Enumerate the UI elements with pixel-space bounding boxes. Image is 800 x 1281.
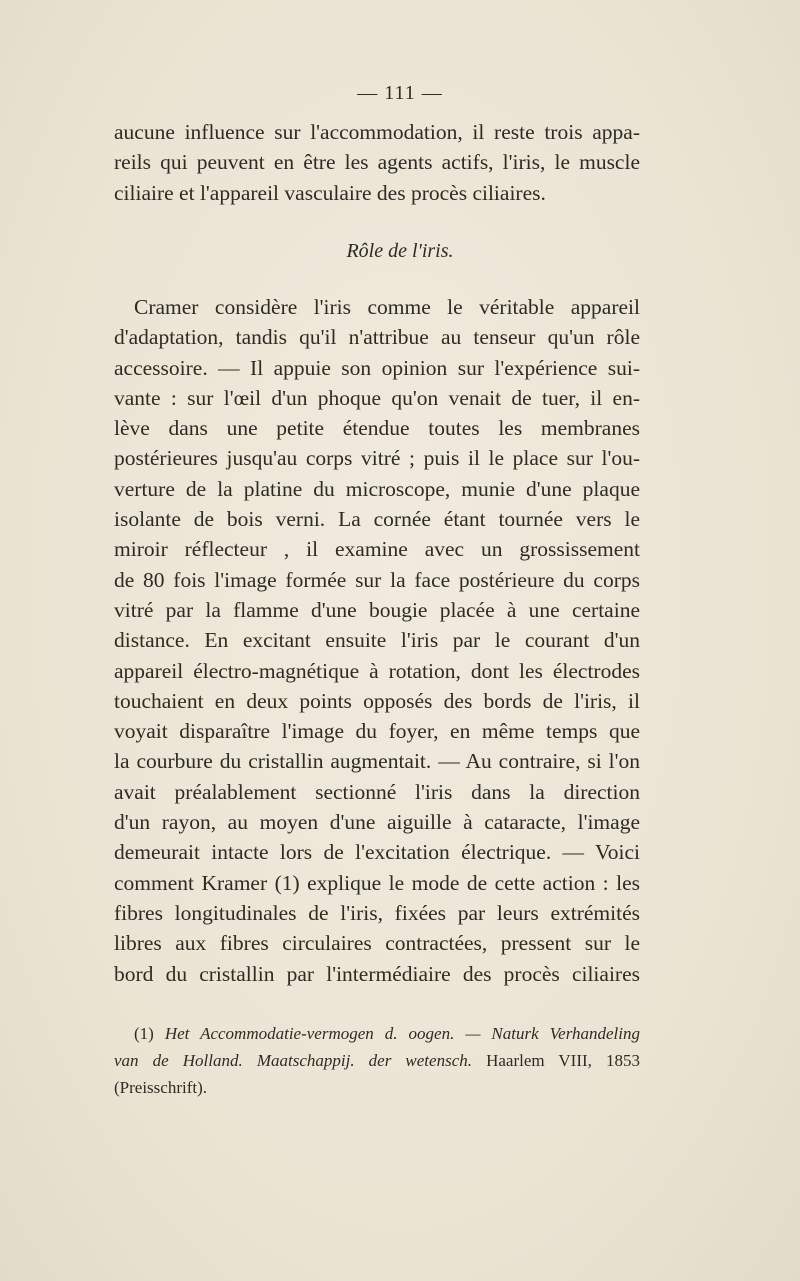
text-line: d'adaptation, tandis qu'il n'attribue au tenseur qu'un rôle bbox=[114, 325, 640, 350]
main-paragraph bbox=[114, 292, 640, 989]
text-line: bord du cristallin par l'intermédiaire des procès ciliaires bbox=[114, 961, 640, 986]
section-heading: Rôle de l'iris. bbox=[346, 240, 454, 262]
text-line: verture de la platine du microscope, munie d'une plaque bbox=[114, 476, 640, 501]
text-line: accessoire. — Il appuie son opinion sur l'expérience sui- bbox=[114, 355, 640, 380]
footnote-title: Het Accommodatie-vermogen d. oogen. — Naturk Verhandeling bbox=[164, 1024, 640, 1043]
text-line: voyait disparaître l'image du foyer, en même temps que bbox=[114, 719, 640, 744]
footnote-marker: (1) bbox=[134, 1024, 154, 1043]
page-number: — 111 — bbox=[357, 82, 443, 104]
footnote-line bbox=[114, 1020, 640, 1047]
text-line: appareil électro-magnétique à rotation, dont les électrodes bbox=[114, 658, 640, 683]
footnote bbox=[114, 1020, 640, 1101]
text-line: miroir réflecteur , il examine avec un grossissement bbox=[114, 537, 640, 562]
text-line: comment Kramer (1) explique le mode de cette action : les bbox=[114, 870, 640, 895]
text-line: reils qui peuvent en être les agents actifs, l'iris, le muscle bbox=[114, 150, 640, 175]
text-line: vante : sur l'œil d'un phoque qu'on venait de tuer, il en- bbox=[114, 385, 640, 410]
top-paragraph bbox=[114, 117, 640, 208]
text-line: fibres longitudinales de l'iris, fixées par leurs extrémités bbox=[114, 900, 640, 925]
text-line: lève dans une petite étendue toutes les membranes bbox=[114, 416, 640, 441]
text-line: touchaient en deux points opposés des bords de l'iris, il bbox=[114, 688, 640, 713]
text-line: postérieures jusqu'au corps vitré ; puis il le place sur l'ou- bbox=[114, 446, 640, 471]
footnote-line bbox=[114, 1047, 640, 1074]
text-line: avait préalablement sectionné l'iris dans la direction bbox=[114, 779, 640, 804]
text-line: aucune influence sur l'accommodation, il reste trois appa- bbox=[114, 120, 640, 144]
text-line: libres aux fibres circulaires contractées, pressent sur le bbox=[114, 931, 640, 956]
footnote-place-date: Haarlem VIII, 1853 bbox=[472, 1051, 640, 1070]
text-line: demeurait intacte lors de l'excitation électrique. — Voici bbox=[114, 840, 640, 865]
footnote-line: (Preisschrift). bbox=[114, 1078, 208, 1097]
text-line: isolante de bois verni. La cornée étant tournée vers le bbox=[114, 507, 640, 532]
text-line: d'un rayon, au moyen d'une aiguille à cataracte, l'image bbox=[114, 810, 640, 835]
text-line: Cramer considère l'iris comme le véritable appareil bbox=[134, 295, 640, 319]
text-line: ciliaire et l'appareil vasculaire des procès ciliaires. bbox=[114, 180, 546, 205]
text-line: distance. En excitant ensuite l'iris par le courant d'un bbox=[114, 628, 640, 653]
text-line: de 80 fois l'image formée sur la face postérieure du corps bbox=[114, 567, 640, 592]
text-line: la courbure du cristallin augmentait. — Au contraire, si l'on bbox=[114, 749, 640, 774]
text-line: vitré par la flamme d'une bougie placée à une certaine bbox=[114, 597, 640, 622]
footnote-publisher: van de Holland. Maatschappij. der wetensch. bbox=[114, 1051, 472, 1070]
